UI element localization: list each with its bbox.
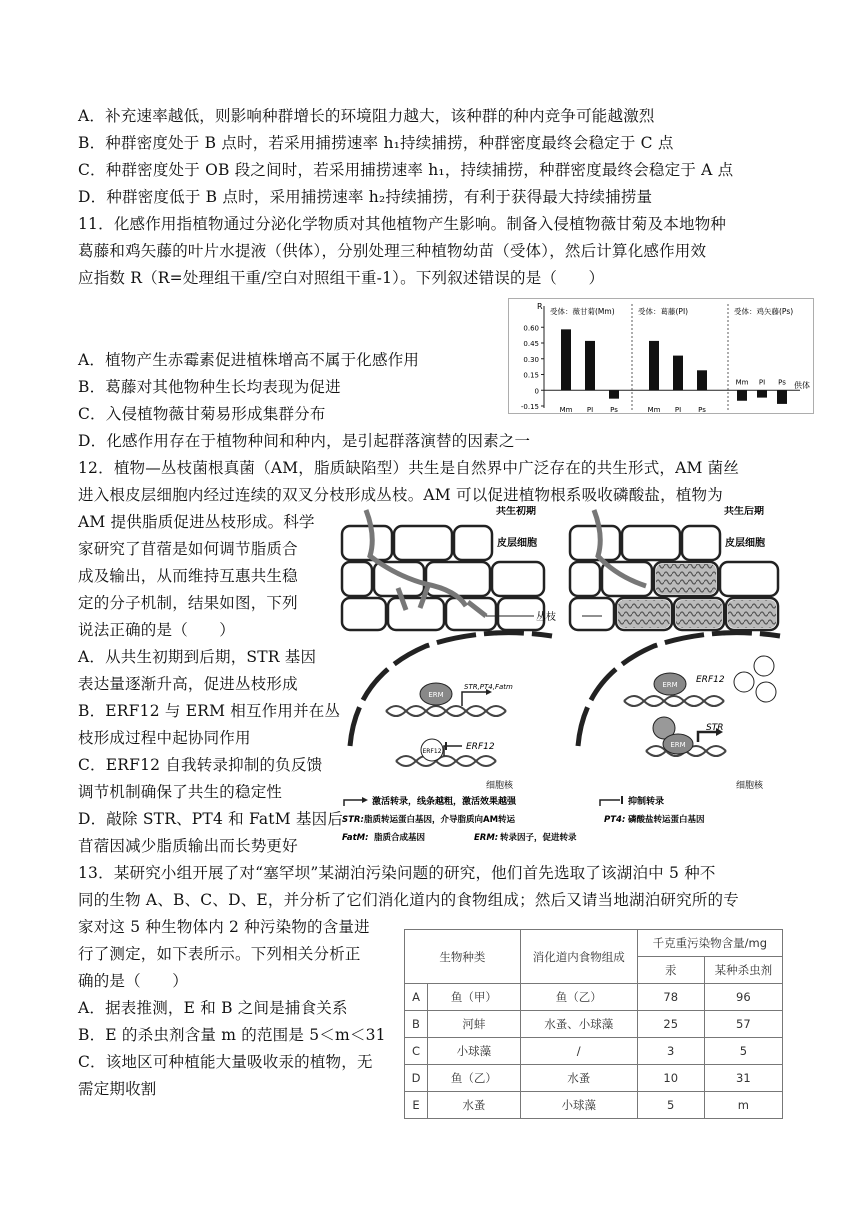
row-id: A xyxy=(405,984,428,1011)
category-label: Ps xyxy=(778,378,786,387)
row-species: 鱼（甲） xyxy=(428,984,521,1011)
row-pesticide: 31 xyxy=(704,1065,782,1092)
row-food: 水蚤 xyxy=(520,1065,637,1092)
allelopathy-bar-chart xyxy=(508,298,814,414)
arbuscule-label: 丛枝 xyxy=(536,612,556,623)
row-species: 河蚌 xyxy=(428,1011,521,1038)
row-pesticide: 96 xyxy=(704,984,782,1011)
q12-stem-5: 成及输出，从而维持互惠共生稳 xyxy=(78,567,298,585)
late-cortex-label: 皮层细胞 xyxy=(725,538,765,549)
bar xyxy=(609,390,619,398)
q13-option-b: B．E 的杀虫剂含量 m 的范围是 5＜m＜31 xyxy=(78,1026,386,1044)
row-species: 小球藻 xyxy=(428,1038,521,1065)
q13-stem-5: 确的是（ ） xyxy=(78,972,188,990)
q12-option-c2: 调节机制确保了共生的稳定性 xyxy=(78,783,283,801)
bar xyxy=(697,370,707,390)
early-nucleus-label: 细胞核 xyxy=(486,781,514,791)
early-targets: STR,PT4,Fatm xyxy=(464,683,513,691)
legend-str-val: 脂质转运蛋白基因，介导脂质向AM转运 xyxy=(364,815,516,825)
q10-option-a: A．补充速率越低，则影响种群增长的环境阻力越大，该种群的种内竞争可能越激烈 xyxy=(78,107,655,125)
q12-stem-1: 12．植物—丛枝菌根真菌（AM，脂质缺陷型）共生是自然界中广泛存在的共生形式，AM 菌丝 xyxy=(78,459,740,477)
panel-title: 受体：薇甘菊(Mm) xyxy=(550,307,615,316)
y-tick-label: 0.45 xyxy=(523,340,539,348)
early-title: 共生初期 xyxy=(496,506,536,517)
row-mercury: 5 xyxy=(637,1092,704,1119)
category-label: Ps xyxy=(610,406,618,414)
q11-option-c: C．入侵植物薇甘菊易形成集群分布 xyxy=(78,405,326,423)
table-row xyxy=(405,984,783,1011)
chart-ylabel: R xyxy=(537,302,543,311)
q12-option-d2: 苜蓿因减少脂质输出而长势更好 xyxy=(78,837,298,855)
y-tick-label: 0.30 xyxy=(523,355,539,364)
late-title: 共生后期 xyxy=(724,506,764,517)
row-id: C xyxy=(405,1038,428,1065)
early-erf12-protein: ERF12 xyxy=(422,748,442,755)
q11-stem-2: 葛藤和鸡矢藤的叶片水提液（供体），分别处理三种植物幼苗（受体），然后计算化感作用效 xyxy=(78,242,707,260)
category-label: PI xyxy=(758,378,766,387)
row-mercury: 78 xyxy=(637,984,704,1011)
q13-stem-3: 家对这 5 种生物体内 2 种污染物的含量进 xyxy=(78,918,370,936)
chart-panel xyxy=(728,304,793,410)
q12-option-b2: 枝形成过程中起协同作用 xyxy=(78,729,251,747)
category-label: Mm xyxy=(647,406,661,414)
late-nucleus-label: 细胞核 xyxy=(736,781,764,791)
header-mercury: 汞 xyxy=(637,957,704,984)
legend-str-key: STR: xyxy=(342,815,364,825)
header-pesticide: 某种杀虫剂 xyxy=(704,957,782,984)
legend-fatm-key: FatM: xyxy=(342,833,369,843)
panel-title: 受体：葛藤(PI) xyxy=(638,307,689,316)
row-id: B xyxy=(405,1011,428,1038)
late-erm-label: ERM xyxy=(662,681,678,689)
late-erf12-gene: ERF12 xyxy=(696,675,725,685)
q12-stem-4: 家研究了苜蓿是如何调节脂质合 xyxy=(78,540,298,558)
q10-option-c: C．种群密度处于 OB 段之间时，若采用捕捞速率 h₁，持续捕捞，种群密度最终会稳定于 A 点 xyxy=(78,161,734,179)
row-species: 水蚤 xyxy=(428,1092,521,1119)
row-pesticide: m xyxy=(704,1092,782,1119)
table-row xyxy=(405,1092,783,1119)
row-id: E xyxy=(405,1092,428,1119)
q12-stem-3: AM 提供脂质促进丛枝形成。科学 xyxy=(78,513,315,531)
bar xyxy=(649,341,659,390)
legend-erm-val: 转录因子，促进转录 xyxy=(500,833,577,843)
chart-panel xyxy=(550,306,619,414)
category-label: Mm xyxy=(559,406,573,414)
q10-option-d: D．种群密度低于 B 点时，采用捕捞速率 h₂持续捕捞，有利于获得最大持续捕捞量 xyxy=(78,188,653,206)
legend-erm-key: ERM: xyxy=(474,833,499,843)
row-pesticide: 57 xyxy=(704,1011,782,1038)
legend-fatm-val: 脂质合成基因 xyxy=(374,833,426,843)
pollutant-table xyxy=(404,929,783,1119)
q11-option-b: B．葛藤对其他物种生长均表现为促进 xyxy=(78,378,341,396)
panel-title: 受体：鸡矢藤(Ps) xyxy=(734,307,794,316)
table-row xyxy=(405,1065,783,1092)
legend-activate: 激活转录，线条越粗，激活效果越强 xyxy=(372,797,517,807)
q11-option-a: A．植物产生赤霉素促进植株增高不属于化感作用 xyxy=(78,351,420,369)
row-pesticide: 5 xyxy=(704,1038,782,1065)
q12-stem-6: 定的分子机制，结果如图，下列 xyxy=(78,594,298,612)
bar xyxy=(737,390,747,401)
row-mercury: 10 xyxy=(637,1065,704,1092)
row-food: 水蚤、小球藻 xyxy=(520,1011,637,1038)
q13-option-a: A．据表推测，E 和 B 之间是捕食关系 xyxy=(78,999,348,1017)
y-tick-label: 0.60 xyxy=(523,324,539,333)
bar xyxy=(673,356,683,391)
q11-stem-1: 11．化感作用指植物通过分泌化学物质对其他植物产生影响。制备入侵植物薇甘菊及本地物种 xyxy=(78,215,727,233)
y-tick-label: 0 xyxy=(534,387,539,396)
q12-option-b1: B．ERF12 与 ERM 相互作用并在丛 xyxy=(78,702,341,720)
row-mercury: 3 xyxy=(637,1038,704,1065)
chart-xlabel: 供体 xyxy=(794,381,810,390)
bar xyxy=(757,390,767,397)
legend-repress: 抑制转录 xyxy=(628,797,665,807)
q13-stem-2: 同的生物 A、B、C、D、E，并分析了它们消化道内的食物组成；然后又请当地湖泊研究所的专 xyxy=(78,891,739,909)
late-erm-label-2: ERM xyxy=(670,741,686,749)
q12-option-c1: C．ERF12 自我转录抑制的负反馈 xyxy=(78,756,323,774)
y-tick-label: 0.15 xyxy=(523,371,539,380)
row-id: D xyxy=(405,1065,428,1092)
row-species: 鱼（乙） xyxy=(428,1065,521,1092)
q13-stem-4: 行了测定，如下表所示。下列相关分析正 xyxy=(78,945,361,963)
bar xyxy=(561,329,571,390)
bar xyxy=(585,341,595,390)
header-food: 消化道内食物组成 xyxy=(520,930,637,984)
legend-pt4-key: PT4: xyxy=(604,815,626,825)
chart-panel xyxy=(632,304,707,414)
table-row xyxy=(405,1038,783,1065)
category-label: Ps xyxy=(698,406,706,414)
row-food: / xyxy=(520,1038,637,1065)
table-row xyxy=(405,1011,783,1038)
early-cortex-label: 皮层细胞 xyxy=(497,538,537,549)
legend-pt4-val: 磷酸盐转运蛋白基因 xyxy=(628,815,705,825)
q12-option-a1: A．从共生初期到后期，STR 基因 xyxy=(78,648,317,666)
bar xyxy=(777,390,787,404)
q11-stem-3: 应指数 R（R=处理组干重/空白对照组干重-1）。下列叙述错误的是（ ） xyxy=(78,269,605,287)
header-pollutant: 千克重污染物含量/mg xyxy=(637,930,782,957)
early-erm-label: ERM xyxy=(428,691,444,699)
q13-stem-1: 13．某研究小组开展了对“塞罕坝”某湖泊污染问题的研究，他们首先选取了该湖泊中 5 种不 xyxy=(78,864,716,882)
category-label: PI xyxy=(674,406,682,414)
y-tick-label: -0.15 xyxy=(520,403,539,411)
q13-option-c2: 需定期收割 xyxy=(78,1080,157,1098)
row-mercury: 25 xyxy=(637,1011,704,1038)
q12-stem-2: 进入根皮层细胞内经过连续的双叉分枝形成丛枝。AM 可以促进植物根系吸收磷酸盐，植物为 xyxy=(78,486,723,504)
category-label: Mm xyxy=(735,378,749,387)
q12-option-d1: D．敲除 STR、PT4 和 FatM 基因后 xyxy=(78,810,344,828)
row-food: 小球藻 xyxy=(520,1092,637,1119)
am-symbiosis-diagram xyxy=(336,506,784,852)
q12-option-a2: 表达量逐渐升高，促进丛枝形成 xyxy=(78,675,298,693)
q10-option-b: B．种群密度处于 B 点时，若采用捕捞速率 h₁持续捕捞，种群密度最终会稳定于 C 点 xyxy=(78,134,674,152)
header-species: 生物种类 xyxy=(405,930,521,984)
q13-option-c1: C．该地区可种植能大量吸收汞的植物，无 xyxy=(78,1053,373,1071)
category-label: PI xyxy=(586,406,594,414)
row-food: 鱼（乙） xyxy=(520,984,637,1011)
early-erf12-gene: ERF12 xyxy=(466,742,495,752)
q11-option-d: D．化感作用存在于植物种间和种内，是引起群落演替的因素之一 xyxy=(78,432,531,450)
q12-stem-7: 说法正确的是（ ） xyxy=(78,621,236,639)
late-str-gene: STR xyxy=(706,723,724,733)
